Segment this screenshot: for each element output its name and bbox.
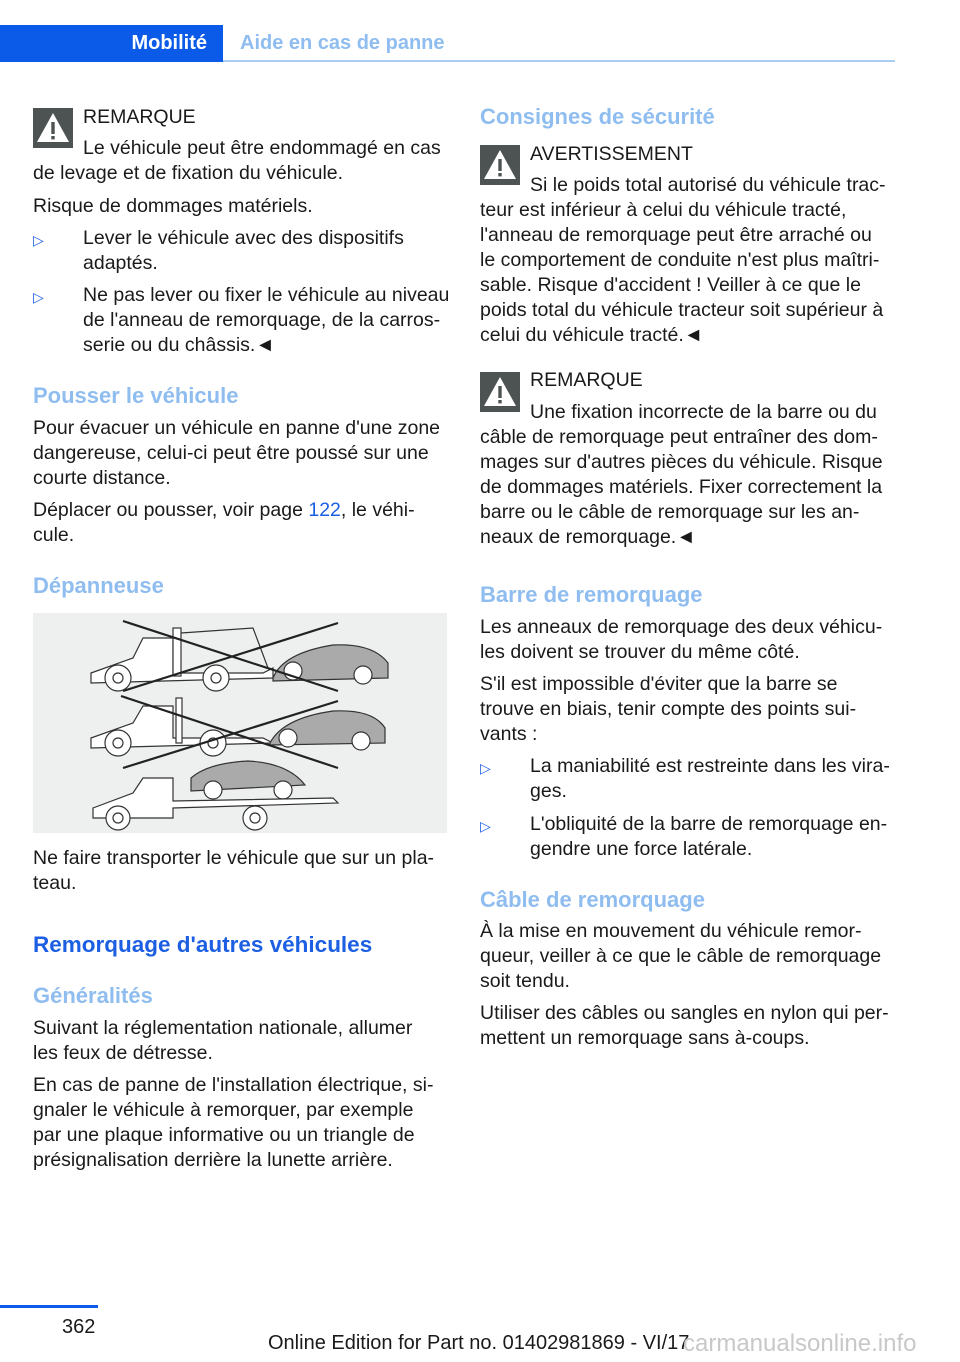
note-title: REMARQUE [83, 106, 196, 128]
bullet-icon: ▷ [33, 232, 44, 248]
cable-paragraph-1: À la mise en mouvement du véhicule remor- queur, veiller à ce que le câble de remorquage soit tendu. [480, 920, 882, 992]
list-item: Lever le véhicule avec des dispositifs adaptés. [83, 227, 404, 274]
page-number: 362 [62, 1316, 96, 1338]
heading-consignes: Consignes de sécurité [480, 104, 715, 129]
tab-aide-en-cas-de-panne[interactable]: Aide en cas de panne [240, 32, 445, 54]
list-item: L'obliquité de la barre de remorquage en- gendre une force latérale. [530, 813, 888, 860]
general-paragraph-2: En cas de panne de l'installation électrique, si- gnaler le véhicule à remorquer, par exemple par une plaque informative ou un triangle de présignalisation derrière la lunette arrière. [33, 1074, 434, 1171]
list-item: Ne pas lever ou fixer le véhicule au niveau de l'anneau de remorquage, de la carros- serie ou du châssis.◄ [83, 284, 450, 356]
bullet-icon: ▷ [33, 289, 44, 305]
tow-truck-illustration [33, 613, 447, 833]
move-paragraph [33, 498, 453, 548]
tab-mobilite[interactable]: Mobilité [0, 25, 223, 62]
heading-cable: Câble de remorquage [480, 887, 705, 912]
bar-paragraph-1: Les anneaux de remorquage des deux véhicu- les doivent se trouver du même côté. [480, 616, 883, 663]
list-item: La maniabilité est restreinte dans les vira- ges. [530, 755, 890, 802]
note-body: Le véhicule peut être endommagé en cas de levage et de fixation du véhicule. [33, 137, 441, 184]
heading-generalites: Généralités [33, 983, 153, 1008]
heading-remorquage: Remorquage d'autres véhicules [33, 932, 373, 957]
risk-text: Risque de dommages matériels. [33, 195, 313, 217]
edition-text: Online Edition for Part no. 01402981869 - VI/17 [268, 1332, 690, 1354]
move-text: Déplacer ou pousser, voir page [33, 499, 309, 521]
push-paragraph: Pour évacuer un véhicule en panne d'une zone dangereuse, celui-ci peut être poussé sur une courte distance. [33, 417, 441, 489]
bar-paragraph-2: S'il est impossible d'éviter que la barre se trouve en biais, tenir compte des points sui- vants : [480, 673, 857, 745]
note-body: Une fixation incorrecte de la barre ou du câble de remorquage peut entraîner des dom- mages sur d'autres pièces du véhicule. Risque de dommages matériels. Fixer correctement la barre ou le câble de remorquage sur les an- neaux de remorquage.◄ [480, 401, 883, 548]
heading-barre: Barre de remorquage [480, 582, 703, 607]
wheel-lift-truck-drawing [91, 698, 385, 756]
general-paragraph-1: Suivant la réglementation nationale, allumer les feux de détresse. [33, 1017, 413, 1064]
tow-paragraph: Ne faire transporter le véhicule que sur un pla- teau. [33, 847, 435, 894]
footer-divider [0, 1305, 98, 1308]
flatbed-truck-drawing [93, 761, 338, 830]
warning-body: Si le poids total autorisé du véhicule trac- teur est inférieur à celui du véhicule tracté, l'anneau de remorquage peut être arraché ou le comportement de conduite n'est plus maîtri- sable. Risque d'accident ! Veiller à ce que le poids total du véhicule tracteur soit supérieur à celui du véhicule tracté.◄ [480, 174, 886, 346]
cable-paragraph-2: Utiliser des câbles ou sangles en nylon qui per- mettent un remorquage sans à-coups. [480, 1002, 889, 1049]
bullet-icon: ▷ [480, 760, 491, 776]
warning-title: AVERTISSEMENT [530, 143, 693, 165]
header-divider [223, 60, 895, 62]
watermark: carmanualsonline.info [683, 1330, 917, 1357]
page-link[interactable]: 122 [308, 499, 341, 521]
heading-depanneuse: Dépanneuse [33, 573, 164, 598]
move-text-end: , le véhi- cule. [33, 499, 415, 546]
bullet-icon: ▷ [480, 818, 491, 834]
heading-pousser: Pousser le véhicule [33, 383, 239, 408]
note-title: REMARQUE [530, 369, 643, 391]
